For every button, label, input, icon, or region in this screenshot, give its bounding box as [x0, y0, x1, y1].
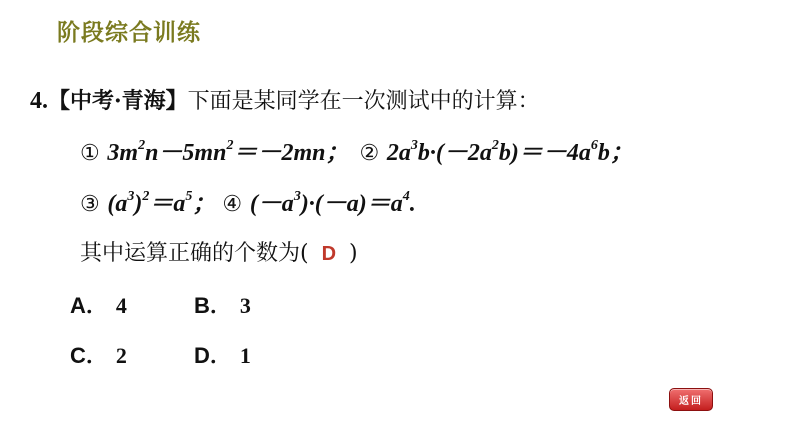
expression-1: [107, 140, 355, 166]
option-d-label: D．: [194, 343, 232, 368]
expr1-exp: 2: [138, 138, 146, 153]
expr2-exp: 6: [590, 138, 598, 153]
question-source: 【中考·青海】: [48, 88, 188, 114]
expr3-exp: 2: [142, 189, 150, 204]
option-b-value: 3: [239, 293, 251, 318]
expr4-part: .: [409, 191, 416, 217]
expr3-exp: 3: [127, 189, 135, 204]
expr2-part: b)＝－4a: [498, 140, 591, 166]
expression-4: [250, 191, 416, 217]
question-prompt-close: ): [349, 241, 358, 266]
question-stem-line: [30, 84, 540, 115]
expr2-part: b；: [597, 140, 634, 166]
option-c: [70, 339, 127, 370]
expr4-part: )·(－a)＝a: [300, 191, 403, 217]
question-prompt-line: [80, 236, 358, 267]
expr1-part: ＝－2mn；: [233, 140, 350, 166]
expr3-part: ＝a: [149, 191, 186, 217]
back-button[interactable]: [669, 388, 713, 411]
expressions-line-2: [80, 183, 416, 218]
circle-number-1: ①: [80, 141, 100, 166]
circle-number-3: ③: [80, 192, 100, 217]
option-d: [194, 339, 251, 370]
expr2-part: b·(－2a: [417, 140, 492, 166]
expr1-part: 3m: [107, 140, 139, 166]
expressions-line-1: [80, 132, 634, 167]
question-number: 4.: [30, 88, 48, 114]
circle-number-2: ②: [359, 141, 380, 166]
option-c-value: 2: [115, 343, 127, 368]
question-stem: 下面是某同学在一次测试中的计算：: [187, 89, 540, 114]
option-b: [194, 289, 251, 320]
option-a-label: A．: [70, 293, 108, 318]
expr4-exp: 3: [293, 189, 301, 204]
expr4-exp: 4: [402, 189, 410, 204]
expression-2: [387, 140, 634, 166]
back-button-label: 返回: [679, 396, 703, 407]
expr4-part: (－a: [249, 191, 294, 217]
option-b-label: B．: [194, 293, 232, 318]
option-a-value: 4: [115, 293, 127, 318]
expr2-exp: 2: [491, 138, 499, 153]
page-header-title: 阶段综合训练: [57, 20, 201, 46]
expr3-part: ): [134, 191, 143, 217]
expr3-part: (a: [107, 191, 128, 217]
expr1-exp: 2: [226, 138, 234, 153]
answer-mark: D: [321, 243, 337, 265]
expr3-part: ；: [192, 191, 217, 217]
expr3-exp: 5: [185, 189, 193, 204]
option-d-value: 1: [239, 343, 251, 368]
question-prompt: 其中运算正确的个数为(: [80, 241, 309, 266]
expression-3: [107, 191, 222, 217]
option-a: [70, 289, 127, 320]
expr2-part: 2a: [386, 140, 411, 166]
option-c-label: C．: [70, 343, 108, 368]
expr2-exp: 3: [410, 138, 418, 153]
circle-number-4: ④: [222, 192, 243, 217]
expr1-part: n－5mn: [145, 140, 227, 166]
